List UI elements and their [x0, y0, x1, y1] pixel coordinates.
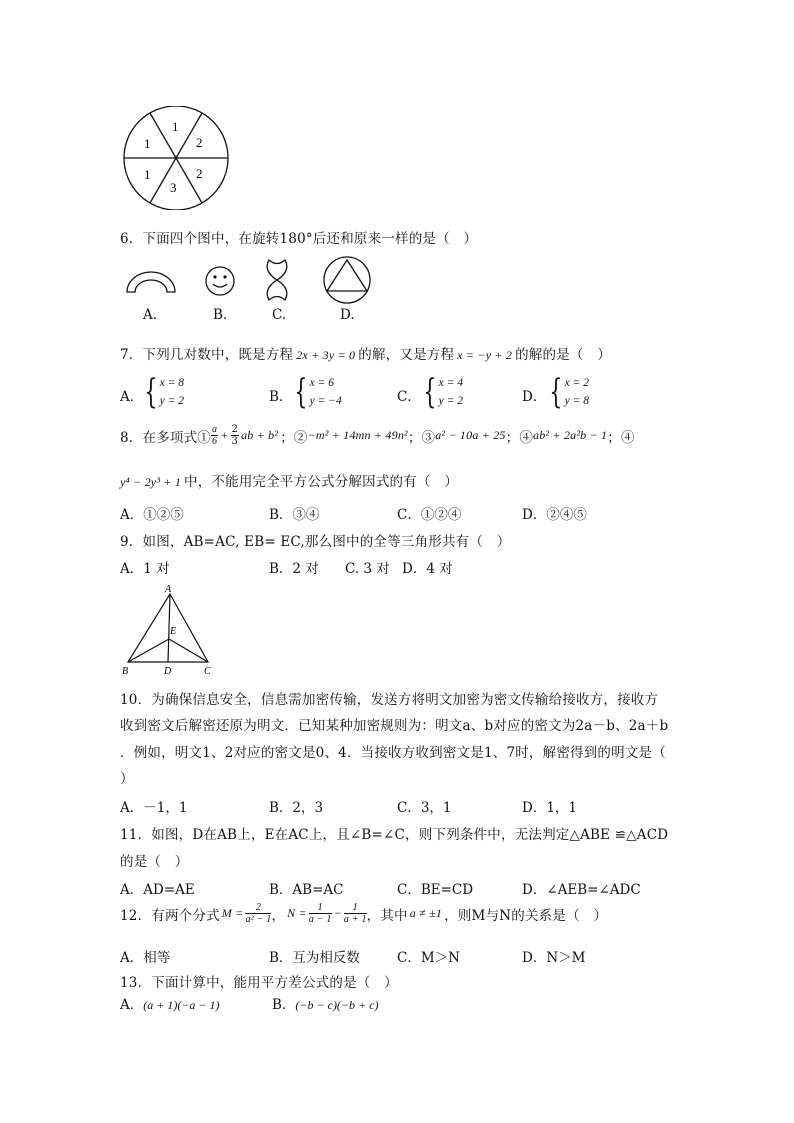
- q13-option-a-expr: (a + 1)(−a − 1): [143, 998, 220, 1012]
- q6-figure-b-smiley-icon: [204, 265, 236, 297]
- q7-option-a-system: { x = 8 y = 2: [144, 372, 185, 412]
- q12-n-fraction2: $\frac{1}{a + 1}$: [343, 902, 367, 925]
- q12-n-fraction1: $\frac{1}{a - 1}$: [308, 902, 332, 925]
- q10-option-d: D．1，1: [522, 800, 578, 816]
- q7-stem-a: 7．下列几对数中，既是方程: [120, 347, 294, 363]
- q7-eq2: x = −y + 2: [457, 348, 513, 362]
- fig-label-c: C: [204, 666, 211, 677]
- q8-plus: +: [220, 428, 229, 442]
- q11-option-c: C．BE=CD: [397, 882, 474, 898]
- q7-option-b-eq2: y = −4: [309, 395, 342, 407]
- q8-stem-b: 中，不能用完全平方公式分解因式的有（ ）: [184, 474, 459, 490]
- spinner-label: 3: [170, 180, 177, 195]
- q8-expr1: ab + b²: [241, 428, 279, 442]
- q6-figure-c-knot-icon: [263, 257, 291, 303]
- q7-option-a-eq1: x = 8: [159, 377, 185, 389]
- q7-option-c-eq1: x = 4: [438, 377, 464, 389]
- q8-sep4: ；④: [607, 429, 635, 446]
- spinner-label: 1: [172, 119, 179, 134]
- spinner-label: 2: [196, 135, 203, 150]
- q12-minus: −: [333, 906, 342, 920]
- spinner-label: 1: [144, 136, 151, 151]
- q12-option-d: D．N＞M: [522, 950, 586, 966]
- q13-option-b-expr: (−b − c)(−b + c): [295, 998, 379, 1012]
- q12-option-c: C．M＞N: [397, 950, 460, 966]
- q6-figure-d-circle-triangle-icon: [322, 255, 372, 305]
- q11-line1: 11．如图，D在AB上，E在AC上，且∠B=∠C，则下列条件中，无法判定△ABE ≌△ACD: [120, 827, 669, 843]
- q13-option-b: [272, 993, 378, 1013]
- q13-option-a-label: A．: [120, 997, 144, 1013]
- q7-stem-b: 的解，又是方程: [358, 347, 455, 363]
- q10-option-c: C．3，1: [397, 800, 452, 816]
- q7-option-d-eq2: y = 8: [564, 395, 590, 407]
- q10-option-b: B．2，3: [269, 800, 324, 816]
- q7-option-a-label: A．: [120, 389, 144, 405]
- q12-m-symbol: M =: [221, 906, 244, 920]
- q8-sep2: ；③: [407, 429, 436, 446]
- q6-option-b: B.: [213, 307, 228, 323]
- q7-option-a-eq2: y = 2: [159, 395, 185, 407]
- q6-figure-a-arch-icon: [124, 268, 178, 296]
- q12-stem: [120, 902, 607, 925]
- q9-triangle-figure: [120, 582, 216, 678]
- fig-label-a: A: [165, 584, 172, 595]
- spinner-figure: [120, 106, 232, 210]
- q6-option-a: A.: [143, 307, 158, 323]
- q9-option-a: A．1 对: [120, 561, 170, 577]
- q12-m-fraction: $\frac{2}{\text{a² − 1}}$: [245, 902, 272, 925]
- q6-option-c: C.: [272, 307, 287, 323]
- q7-option-b-label: B．: [269, 389, 293, 405]
- q9-option-b: B．2 对: [269, 561, 319, 577]
- q8-expr5: y⁴ − 2y³ + 1: [120, 475, 182, 489]
- q8-option-c: C．①②④: [397, 507, 462, 523]
- fig-label-e: E: [170, 626, 177, 637]
- q11-option-a: A．AD=AE: [120, 882, 195, 898]
- q8-option-a: A．①②⑤: [120, 507, 184, 523]
- q9-option-d: D．4 对: [402, 561, 453, 577]
- q11-option-d: D．∠AEB=∠ADC: [522, 882, 641, 898]
- q7-stem: [120, 343, 611, 363]
- q12-n-symbol: N =: [287, 906, 307, 920]
- q8-option-d: D．②④⑤: [522, 507, 587, 523]
- q8-sep3: ；④: [505, 429, 534, 446]
- q6-stem: 6．下面四个图中，在旋转180°后还和原来一样的是（ ）: [120, 231, 478, 247]
- q8-fraction-23: $\frac{2}{3}$: [231, 424, 239, 447]
- q7-option-c-label: C．: [397, 389, 421, 405]
- q8-stem-line1: [120, 424, 635, 447]
- q7-stem-c: 的解的是（ ）: [515, 347, 612, 363]
- q13-option-a: [120, 993, 220, 1013]
- q11-option-b: B．AB=AC: [269, 882, 344, 898]
- q8-stem-a: 8．在多项式①: [120, 429, 211, 446]
- q9-option-c: C. 3 对: [345, 561, 390, 577]
- q7-option-c-system: { x = 4 y = 2: [423, 372, 464, 412]
- q10-line2: 收到密文后解密还原为明文．已知某种加密规则为：明文a、b对应的密文为2a－b、2a＋b: [120, 718, 669, 734]
- q7-option-c-eq2: y = 2: [438, 395, 464, 407]
- q8-option-b: B．③④: [269, 507, 320, 523]
- spinner-label: 2: [196, 166, 203, 181]
- q8-expr2: −m² + 14mn + 49n²: [307, 428, 408, 442]
- q10-line3: ．例如，明文1、2对应的密文是0、4．当接收方收到密文是1、7时，解密得到的明文是（: [120, 745, 666, 761]
- q9-stem: 9．如图，AB=AC, EB= EC,那么图中的全等三角形共有（ ）: [120, 534, 511, 550]
- q11-line2: 的是（ ）: [120, 854, 189, 870]
- q7-option-d-label: D．: [522, 389, 547, 405]
- q12-condition: a ≠ ±1: [409, 906, 443, 920]
- q7-option-b-eq1: x = 6: [309, 377, 335, 389]
- q12-option-b: B．互为相反数: [269, 950, 360, 966]
- q10-line1: 10．为确保信息安全，信息需加密传输，发送方将明文加密为密文传输给接收方，接收方: [120, 692, 659, 708]
- q10-line4: ）: [120, 771, 134, 787]
- q13-option-b-label: B．: [272, 997, 296, 1013]
- fig-label-b: B: [122, 666, 129, 677]
- q8-expr3: a² − 10a + 25: [435, 428, 506, 442]
- q12-comma: ，: [271, 907, 286, 924]
- q8-stem-line2: [120, 470, 458, 490]
- q7-option-d-system: { x = 2 y = 8: [549, 372, 590, 412]
- q12-stem-a: 12．有两个分式: [120, 907, 220, 924]
- q8-expr4: ab² + 2a²b − 1: [533, 428, 608, 442]
- q8-sep1: ；②: [280, 429, 308, 446]
- q7-option-b-system: { x = 6 y = −4: [294, 372, 342, 412]
- q8-fraction-a6: $\frac{a}{6}$: [212, 424, 218, 447]
- q13-stem: 13．下面计算中，能用平方差公式的是（ ）: [120, 975, 398, 991]
- q12-stem-b: ，其中: [366, 907, 408, 924]
- q7-option-d-eq1: x = 2: [564, 377, 590, 389]
- q12-option-a: A．相等: [120, 950, 171, 966]
- spinner-label: 1: [144, 167, 151, 182]
- q12-stem-c: ，则M与N的关系是（ ）: [444, 907, 608, 924]
- q7-eq1: 2x + 3y = 0: [296, 348, 356, 362]
- q6-option-d: D.: [340, 307, 355, 323]
- q10-option-a: A．－1，1: [120, 800, 188, 816]
- fig-label-d: D: [164, 666, 172, 677]
